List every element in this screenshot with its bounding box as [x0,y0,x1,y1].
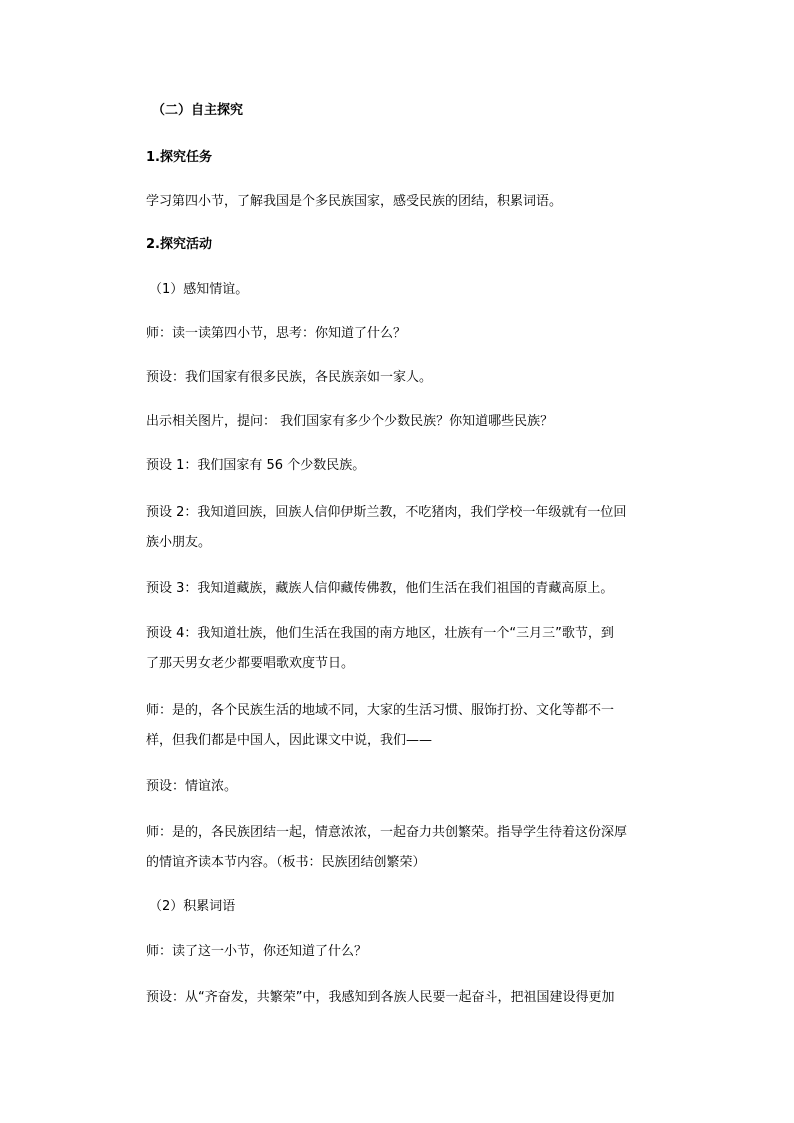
task-text: 学习第四小节，了解我国是个多民族国家，感受民族的团结，积累词语。 [146,194,563,209]
task-heading: 1.探究任务 [146,150,212,165]
paragraph-teacher-unity-line2: 的情谊齐读本节内容。（板书：民族团结创繁荣） [146,855,426,870]
activity-heading: 2.探究活动 [146,237,212,252]
sub2-heading: （2）积累词语 [149,899,236,914]
section-heading: （二）自主探究 [152,103,244,118]
paragraph-preset-3: 预设 3：我知道藏族，藏族人信仰藏传佛教，他们生活在我们祖国的青藏高原上。 [146,581,614,596]
paragraph-show-pictures: 出示相关图片，提问： 我们国家有多少个少数民族？你知道哪些民族？ [146,414,554,429]
paragraph-preset-2-line2: 族小朋友。 [146,535,212,550]
paragraph-teacher-unity-line1: 师：是的，各民族团结一起，情意浓浓，一起奋力共创繁荣。指导学生待着这份深厚 [146,825,628,840]
paragraph-preset-1: 预设 1：我们国家有 56 个少数民族。 [146,458,366,473]
paragraph-preset-friendship: 预设：情谊浓。 [146,779,238,794]
sub1-heading: （1）感知情谊。 [149,282,249,297]
paragraph-teacher-response-line1: 师：是的，各个民族生活的地域不同，大家的生活习惯、服饰打扮、文化等都不一 [146,703,615,718]
paragraph-teacher-response-line2: 样，但我们都是中国人，因此课文中说，我们—— [146,733,433,748]
paragraph-preset-2-line1: 预设 2：我知道回族，回族人信仰伊斯兰教，不吃猪肉，我们学校一年级就有一位回 [146,505,627,520]
paragraph-preset-vocabulary: 预设：从“齐奋发，共繁荣”中，我感知到各族人民要一起奋斗，把祖国建设得更加 [146,990,615,1005]
paragraph-teacher-ask: 师：读了这一小节，你还知道了什么？ [146,944,368,959]
paragraph-teacher-question: 师：读一读第四小节，思考：你知道了什么？ [146,326,407,341]
paragraph-preset: 预设：我们国家有很多民族，各民族亲如一家人。 [146,370,433,385]
paragraph-preset-4-line2: 了那天男女老少都要唱歌欢度节日。 [146,656,355,671]
paragraph-preset-4-line1: 预设 4：我知道壮族，他们生活在我国的南方地区，壮族有一个“三月三”歌节，到 [146,626,614,641]
